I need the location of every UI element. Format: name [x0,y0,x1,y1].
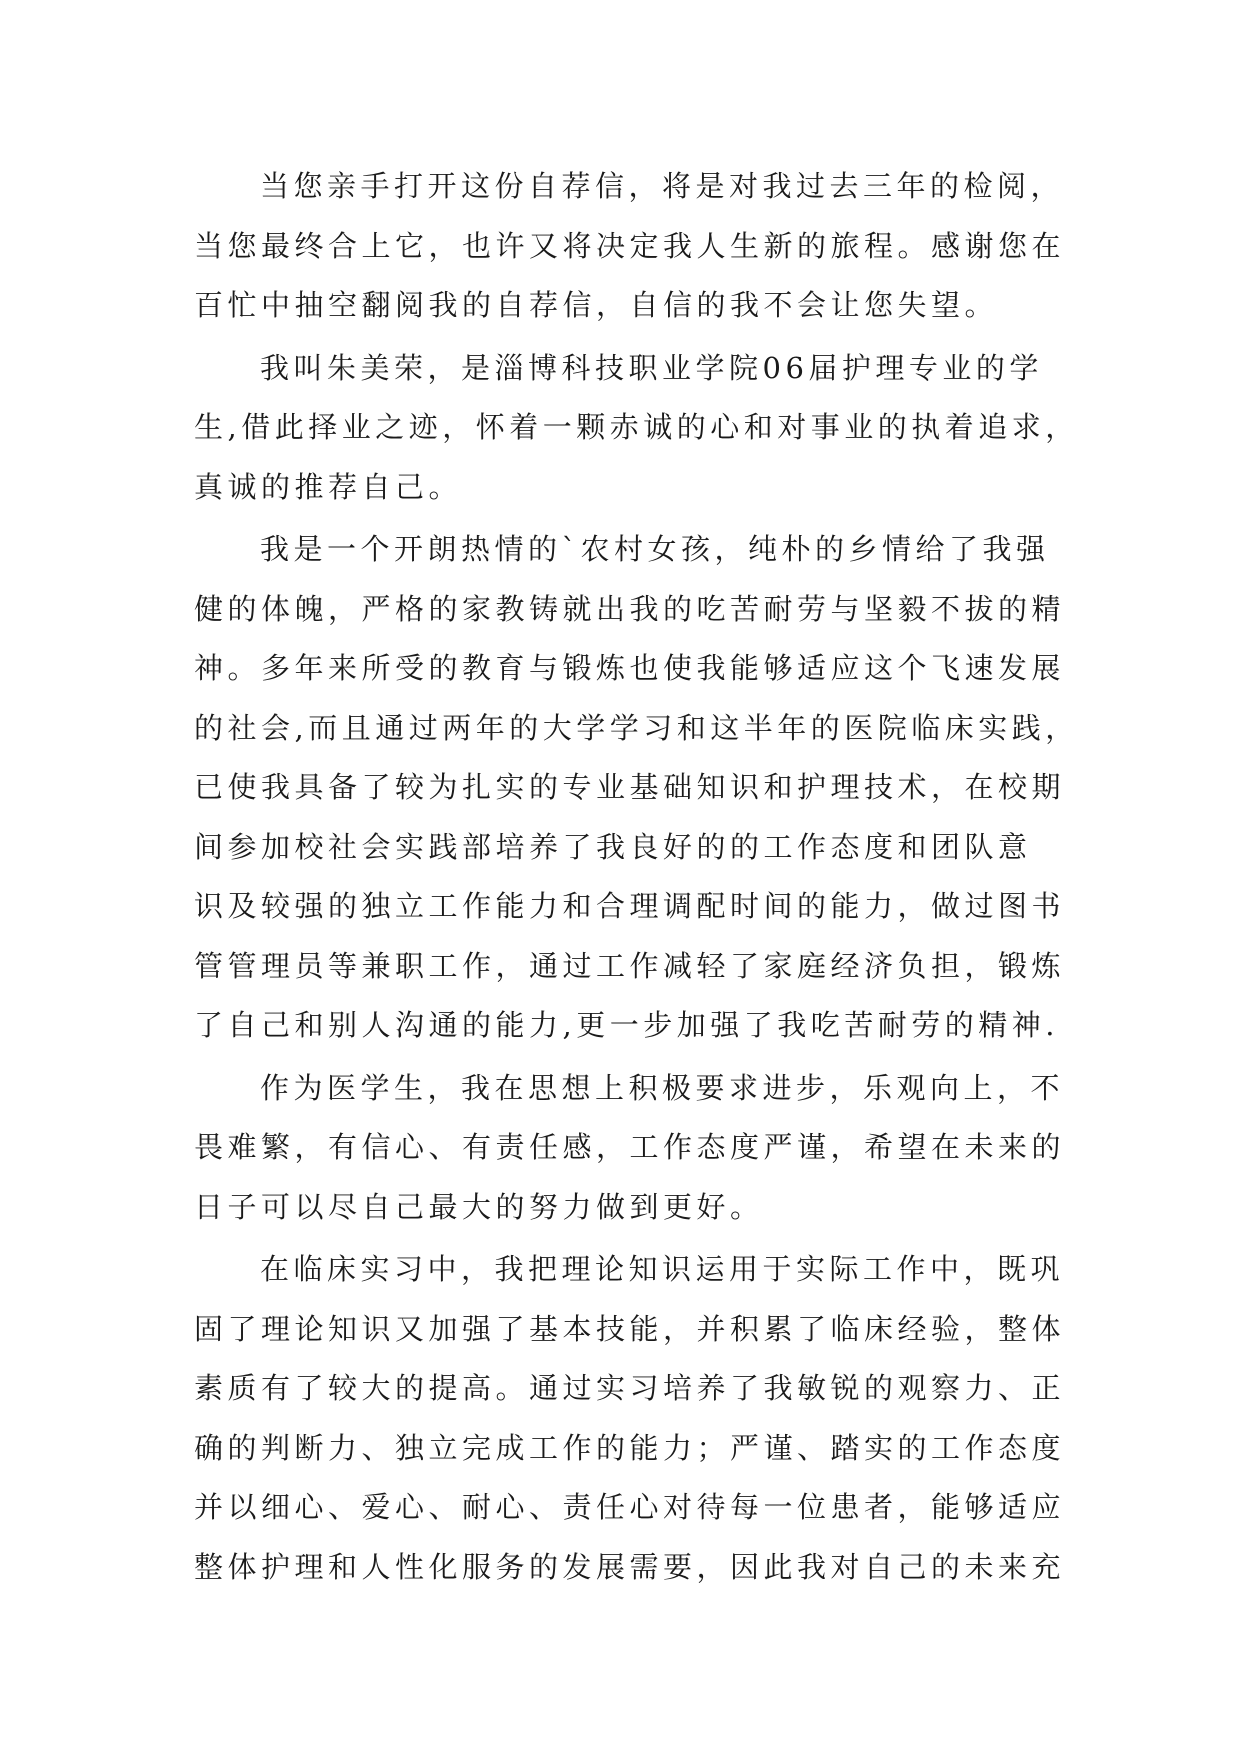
text-line: 生,借此择业之迹，怀着一颗赤诚的心和对事业的执着追求， [194,410,1079,444]
text-line: 素质有了较大的提高。通过实习培养了我敏锐的观察力、正 [194,1371,1066,1405]
text-line: 的社会,而且通过两年的大学学习和这半年的医院临床实践， [194,710,1079,745]
paragraph-opening [194,157,1066,336]
text-line: 间参加校社会实践部培养了我良好的的工作态度和团队意 [194,829,1032,864]
text-line: 管管理员等兼职工作，通过工作减轻了家庭经济负担，锻炼 [194,948,1066,983]
text-line: 识及较强的独立工作能力和合理调配时间的能力，做过图书 [194,889,1066,923]
text-line: 百忙中抽空翻阅我的自荐信，自信的我不会让您失望。 [194,288,999,322]
text-line: 固了理论知识又加强了基本技能，并积累了临床经验，整体 [194,1311,1066,1346]
text-line: 我是一个开朗热情的`农村女孩，纯朴的乡情给了我强 [260,532,1050,566]
text-line: 已使我具备了较为扎实的专业基础知识和护理技术，在校期 [194,770,1066,804]
text-line: 在临床实习中，我把理论知识运用于实际工作中，既巩 [260,1252,1065,1286]
letter-body [194,157,1079,1597]
text-line: 确的判断力、独立完成工作的能力；严谨、踏实的工作态度 [194,1430,1066,1465]
text-line: 当您最终合上它，也许又将决定我人生新的旅程。感谢您在 [194,228,1066,263]
text-line: 了自己和别人沟通的能力,更一步加强了我吃苦耐劳的精神. [194,1008,1059,1042]
paragraph-personality [194,520,1079,1056]
text-line: 我叫朱美荣，是淄博科技职业学院06届护理专业的学 [260,350,1043,385]
text-line: 畏难繁，有信心、有责任感，工作态度严谨，希望在未来的 [194,1130,1066,1164]
text-line: 当您亲手打开这份自荐信，将是对我过去三年的检阅， [260,169,1065,203]
paragraph-internship [194,1240,1066,1597]
text-line: 真诚的推荐自己。 [194,469,463,504]
text-line: 并以细心、爱心、耐心、责任心对待每一位患者，能够适应 [194,1490,1066,1524]
paragraph-attitude [194,1059,1066,1238]
text-line: 日子可以尽自己最大的努力做到更好。 [194,1189,764,1224]
text-line: 作为医学生，我在思想上积极要求进步，乐观向上，不 [260,1070,1065,1105]
text-line: 整体护理和人性化服务的发展需要，因此我对自己的未来充 [194,1549,1066,1584]
paragraph-introduction [194,339,1079,518]
text-line: 健的体魄，严格的家教铸就出我的吃苦耐劳与坚毅不拔的精 [194,591,1066,626]
text-line: 神。多年来所受的教育与锻炼也使我能够适应这个飞速发展 [194,651,1066,685]
